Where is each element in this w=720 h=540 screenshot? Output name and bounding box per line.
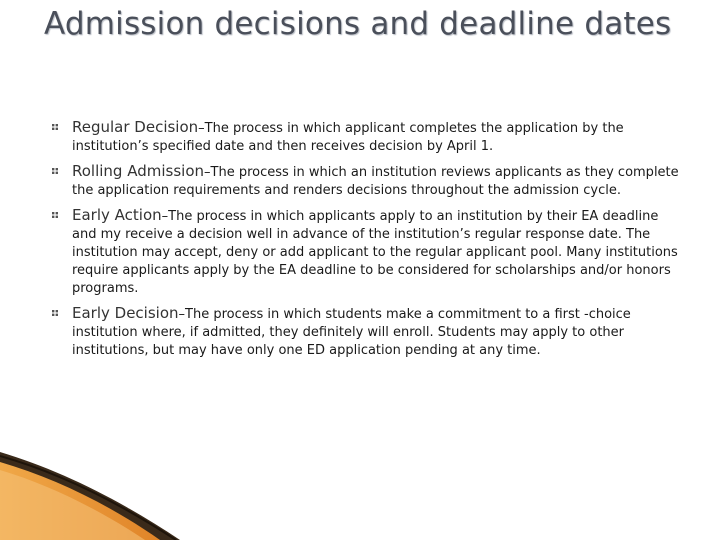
- term-label: Regular Decision: [72, 118, 199, 136]
- term-description: –The process in which students make a commitment to a first -choice institution where, if admitted, they definitely will enroll. Students may apply to other institutions, but may have only one ED application pending at any time.: [72, 307, 631, 358]
- term-description: –The process in which applicant completes the application by the institution’s specified date and then receives decision by April 1.: [72, 121, 624, 154]
- term-label: Early Decision: [72, 304, 179, 322]
- bullet-icon: [52, 310, 58, 316]
- term-label: Rolling Admission: [72, 162, 205, 180]
- term-label: Early Action: [72, 206, 162, 224]
- bullet-item-early-decision: [52, 304, 682, 360]
- term-description: –The process in which an institution reviews applicants as they complete the application requirements and renders decisions throughout the admission cycle.: [72, 165, 679, 198]
- bullet-icon: [52, 124, 58, 130]
- slide-title: Admission decisions and deadline dates: [44, 6, 672, 42]
- bullet-list: [52, 118, 682, 366]
- bullet-item-regular-decision: [52, 118, 682, 156]
- bullet-item-rolling-admission: [52, 162, 682, 200]
- term-description: –The process in which applicants apply to an institution by their EA deadline and my receive a decision well in advance of the institution’s regular response date. The institution may accept, deny or add applicant to the regular applicant pool. Many institutions require applicants apply by the EA deadline to be considered for scholarships and/or honors programs.: [72, 209, 678, 296]
- bullet-icon: [52, 168, 58, 174]
- bullet-item-early-action: [52, 206, 682, 298]
- bullet-icon: [52, 212, 58, 218]
